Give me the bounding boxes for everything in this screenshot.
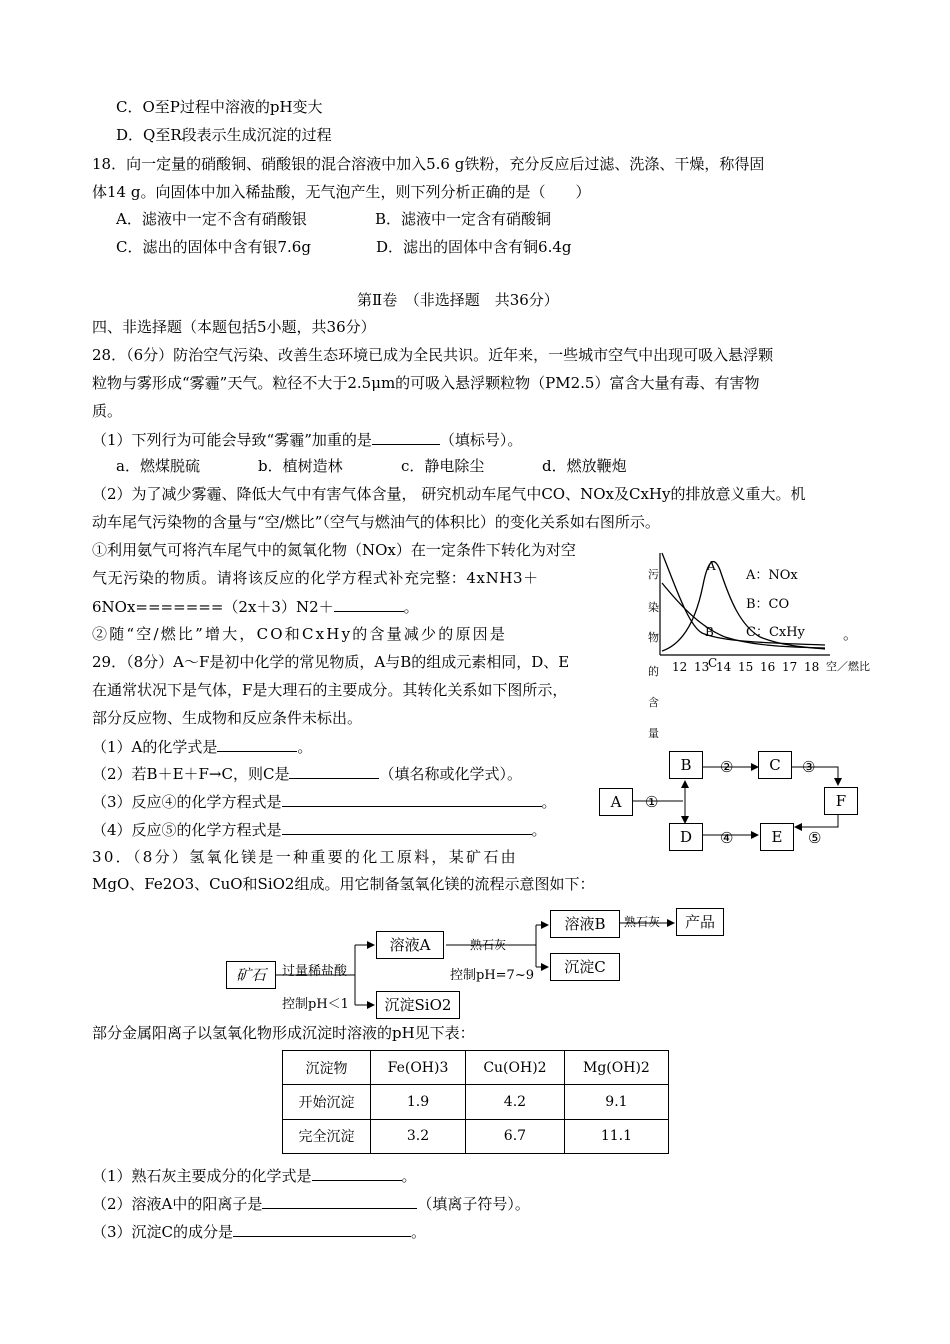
table-cell: 完全沉淀 (283, 1119, 371, 1153)
table-header: Mg(OH)2 (564, 1051, 668, 1085)
q18-option-c: C．滤出的固体中含有银7.6g (116, 238, 311, 256)
q30-sub3-end: 。 (411, 1223, 427, 1241)
q30-sub3-blank[interactable] (233, 1221, 411, 1237)
graph-xtick-17: 17 (782, 660, 798, 674)
q28-line2: 粒物与雾形成“雾霾”天气。粒径不大于2.5μm的可吸入悬浮颗粒物（PM2.5）富含大量有毒、有害物 (92, 374, 760, 392)
node-a: A (599, 788, 633, 816)
graph-xtick-16: 16 (760, 660, 776, 674)
flow-sio2-box: 沉淀SiO2 (376, 991, 460, 1019)
flow-sola-box: 溶液A (376, 931, 444, 959)
q29-sub1 (92, 736, 312, 757)
q28-sub1-blank[interactable] (372, 429, 440, 445)
graph-curve-label-b: B (705, 625, 714, 639)
q28-sub2-line2: 动车尾气污染物的含量与“空/燃比”（空气与燃油气的体积比）的变化关系如右图所示。 (92, 513, 660, 531)
q30-sub3-text: （3）沉淀C的成分是 (92, 1223, 234, 1241)
graph-xlabel: 空／燃比 (826, 660, 870, 673)
graph-curve-label-a: A (707, 559, 716, 573)
graph-xtick-14: 14 (716, 660, 732, 674)
q28-sub2-line1: （2）为了减少雾霾、降低大气中有害气体含量， 研究机动车尾气中CO、NOx及CxHy的排放意义重大。机 (92, 485, 806, 503)
q28-equation: 6NOx=======（2x＋3）N2＋ (92, 598, 334, 616)
q28-equation-end: 。 (403, 598, 419, 616)
flow-lime-label: 熟石灰 (470, 938, 507, 952)
arrow-label-3: ③ (802, 758, 816, 776)
q28-sub2-q1-line2: 气无污染的物质。请将该反应的化学方程式补充完整：4xNH3＋ (92, 569, 539, 587)
table-cell: 6.7 (466, 1119, 565, 1153)
q29-line1: 29．（8分）A～F是初中化学的常见物质，A与B的组成元素相同，D、E (92, 653, 570, 671)
graph-ylabel-3: 物 (648, 631, 659, 644)
q28-equation-blank[interactable] (334, 596, 404, 612)
q29-sub3-blank[interactable] (282, 791, 542, 807)
graph-xtick-12: 12 (672, 660, 688, 674)
graph-legend-c: C：CxHy (746, 625, 805, 640)
q18-line2: 体14 g。向固体中加入稀盐酸，无气泡产生，则下列分析正确的是（ ） (92, 183, 591, 201)
graph-ylabel-2: 染 (648, 601, 659, 614)
node-b: B (669, 751, 703, 779)
q17-option-c: C．O至P过程中溶液的pH变大 (116, 98, 323, 116)
q29-line3: 部分反应物、生成物和反应条件未标出。 (92, 709, 363, 727)
q30-line2: MgO、Fe2O3、CuO和SiO2组成。用它制备氢氧化镁的流程示意图如下： (92, 875, 595, 893)
q28-sub1-end: （填标号）。 (439, 431, 523, 449)
q29-sub1-text: （1）A的化学式是 (92, 738, 218, 756)
q29-sub4-end: 。 (531, 821, 547, 839)
graph-ylabel-1: 污 (648, 568, 659, 581)
q29-sub2-blank[interactable] (289, 763, 379, 779)
table-row (283, 1119, 669, 1153)
graph-xtick-13: 13 (694, 660, 710, 674)
table-cell: 4.2 (466, 1085, 565, 1119)
q29-line2: 在通常状况下是气体，F是大理石的主要成分。其转化关系如下图所示， (92, 681, 568, 699)
q28-sub2-q1-line3 (92, 596, 419, 617)
q29-sub2 (92, 763, 522, 784)
graph-ylabel-6: 量 (648, 727, 659, 740)
q29-sub3 (92, 791, 557, 812)
graph-ylabel-4: 的 (648, 665, 659, 678)
q28-opt-b: b．植树造林 (258, 457, 343, 475)
q18-line1: 18．向一定量的硝酸铜、硝酸银的混合溶液中加入5.6 g铁粉，充分反应后过滤、洗涤、干燥，称得固 (92, 155, 765, 173)
node-f: F (824, 787, 858, 815)
q29-sub3-end: 。 (541, 793, 557, 811)
q29-sub2-end: （填名称或化学式）。 (379, 765, 522, 783)
graph-xtick-15: 15 (738, 660, 754, 674)
graph-legend-a: A：NOx (746, 568, 798, 583)
q28-line3: 质。 (92, 402, 123, 420)
q29-sub4-blank[interactable] (282, 819, 532, 835)
table-cell: 9.1 (564, 1085, 668, 1119)
node-d: D (669, 823, 703, 851)
q29-sub4-text: （4）反应⑤的化学方程式是 (92, 821, 282, 839)
q28-line1: 28．（6分）防治空气污染、改善生态环境已成为全民共识。近年来，一些城市空气中出现可吸入悬浮颗 (92, 346, 774, 364)
node-c: C (758, 751, 792, 779)
graph-legend-b: B：CO (746, 597, 790, 612)
table-cell: 11.1 (564, 1119, 668, 1153)
table-header: 沉淀物 (283, 1051, 371, 1085)
q17-option-d: D．Q至R段表示生成沉淀的过程 (116, 126, 332, 144)
q28-opt-d: d．燃放鞭炮 (542, 457, 627, 475)
q28-sub2-q1-line1: ①利用氨气可将汽车尾气中的氮氧化物（NOx）在一定条件下转化为对空 (92, 541, 576, 559)
q29-sub2-text: （2）若B＋E＋F→C，则C是 (92, 765, 290, 783)
q30-sub1-text: （1）熟石灰主要成分的化学式是 (92, 1167, 312, 1185)
q30-sub1-blank[interactable] (312, 1165, 402, 1181)
q30-line1: 30．（8分）氢氧化镁是一种重要的化工原料，某矿石由 (92, 848, 518, 866)
q30-sub1-end: 。 (401, 1167, 417, 1185)
flow-ph1-label: 控制pH＜1 (282, 997, 349, 1012)
q30-sub2-end: （填离子符号）。 (417, 1195, 530, 1213)
arrow-f-e (795, 815, 838, 827)
q29-sub1-end: 。 (297, 738, 313, 756)
flow-ph2-label: 控制pH=7~9 (450, 968, 534, 983)
table-cell: 3.2 (370, 1119, 465, 1153)
q28-opt-c: c．静电除尘 (401, 457, 485, 475)
q30-sub1 (92, 1165, 417, 1186)
graph-curve-label-c: C (708, 656, 718, 670)
q29-sub1-blank[interactable] (217, 736, 297, 752)
graph-xtick-18: 18 (804, 660, 820, 674)
q29-sub3-text: （3）反应④的化学方程式是 (92, 793, 282, 811)
q30-sub2 (92, 1193, 530, 1214)
q18-option-b: B．滤液中一定含有硝酸铜 (375, 210, 552, 228)
node-e: E (760, 823, 794, 851)
flow-lime2-label: 熟石灰 (624, 915, 661, 929)
q28-sub1-text: （1）下列行为可能会导致“雾霾”加重的是 (92, 431, 372, 449)
q29-sub4 (92, 819, 547, 840)
flow-ore-box: 矿石 (226, 961, 276, 989)
arrow-label-1: ① (645, 793, 659, 811)
table-cell: 开始沉淀 (283, 1085, 371, 1119)
q18-option-d: D．滤出的固体中含有铜6.4g (376, 238, 572, 256)
ph-table (282, 1050, 669, 1154)
q30-sub3 (92, 1221, 426, 1242)
table-cell: 1.9 (370, 1085, 465, 1119)
q28-sub1 (92, 429, 522, 450)
flow-solb-box: 溶液B (550, 910, 620, 938)
q30-sub2-blank[interactable] (262, 1193, 417, 1209)
flow-product-box: 产品 (676, 908, 724, 936)
flow-precc-box: 沉淀C (550, 953, 620, 981)
q30-table-intro: 部分金属阳离子以氢氧化物形成沉淀时溶液的pH见下表： (92, 1024, 475, 1042)
flow-acid-label: 过量稀盐酸 (282, 964, 348, 979)
graph-ylabel-5: 含 (648, 696, 659, 709)
table-row (283, 1085, 669, 1119)
q18-option-a: A．滤液中一定不含有硝酸银 (116, 210, 307, 228)
table-header: Cu(OH)2 (466, 1051, 565, 1085)
table-row (283, 1051, 669, 1085)
q28-sub2-q2-end: 。 (843, 625, 859, 643)
q28-opt-a: a．燃煤脱硫 (116, 457, 200, 475)
section-title: 第Ⅱ卷 （非选择题 共36分） (357, 291, 559, 309)
part-heading: 四、非选择题（本题包括5小题，共36分） (92, 318, 376, 336)
q28-sub2-q2: ②随“空/燃比”增大，CO和CxHy的含量减少的原因是 (92, 625, 508, 643)
arrow-label-5: ⑤ (808, 829, 822, 847)
arrow-label-2: ② (720, 758, 734, 776)
arrow-label-4: ④ (720, 829, 734, 847)
table-header: Fe(OH)3 (370, 1051, 465, 1085)
q30-sub2-text: （2）溶液A中的阳离子是 (92, 1195, 263, 1213)
